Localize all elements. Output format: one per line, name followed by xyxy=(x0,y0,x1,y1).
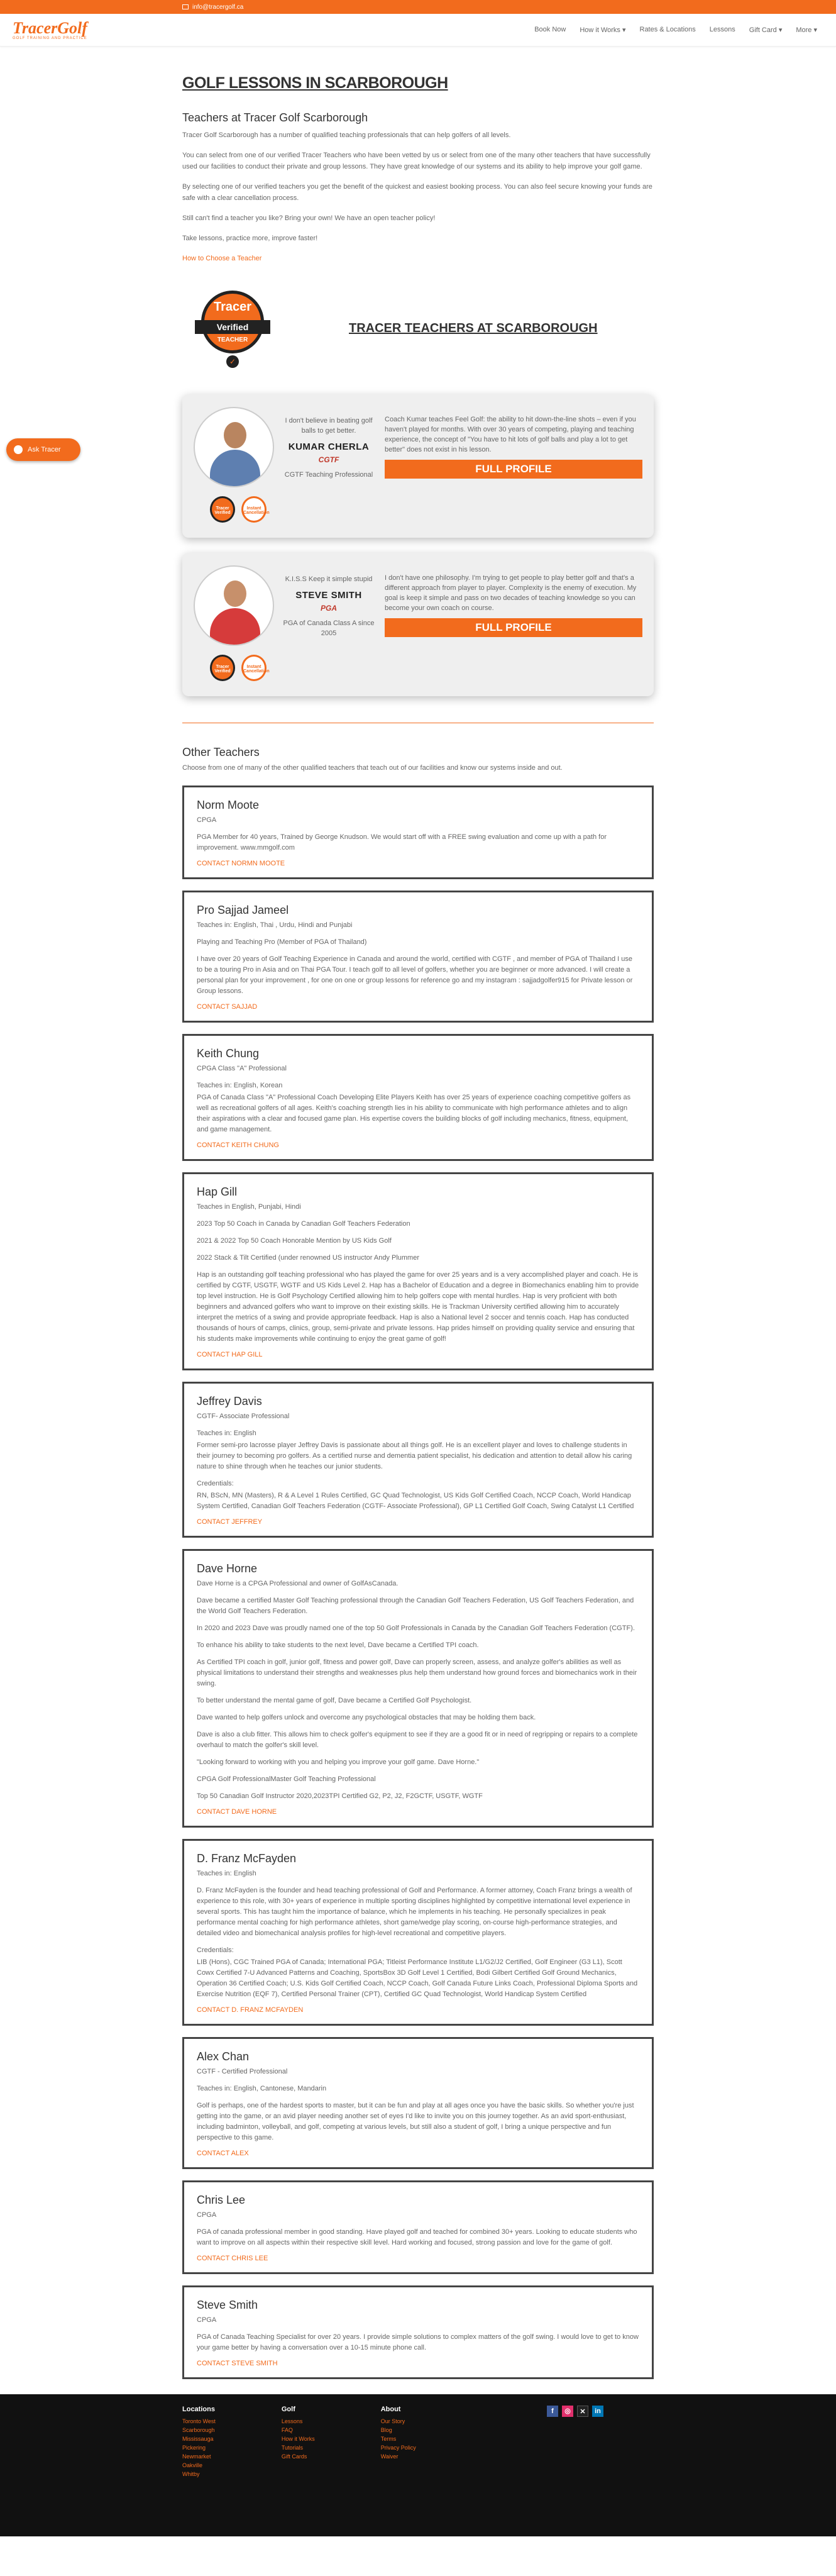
teacher-detail: Former semi-pro lacrosse player Jeffrey Davis is passionate about all things golf. He is an excellent player and loves to challenge students in their journey to becoming pro golfers. As a certified nurse and dementia patient specialist, his dedication and attention to detail allow his caring nature to shine through when he teaches our junior students. xyxy=(197,1441,632,1470)
teacher-detail: Credentials: xyxy=(197,1946,234,1954)
contact-teacher-link[interactable]: CONTACT STEVE SMITH xyxy=(197,2360,278,2367)
teacher-name: Norm Moote xyxy=(197,799,260,811)
teacher-detail: Dave Horne is a CPGA Professional and owner of GolfAsCanada. xyxy=(197,1580,399,1587)
teacher-card xyxy=(182,2180,654,2274)
coach-bio: Coach Kumar teaches Feel Golf: the ability to hit down-the-line shots – even if you haven't played for months. With over 30 years of competing, playing and teaching experience, the concept of "You have to hit lots of golf balls and play a lot to get better" does not exist in his lesson. xyxy=(385,416,636,453)
teacher-list xyxy=(182,786,654,2379)
teacher-detail: Dave is also a club fitter. This allows him to check golfer's equipment to see if they are a good fit or in need of regripping or repairs to a complete overhaul to match the golfer's skill level. xyxy=(197,1731,638,1749)
social-links xyxy=(547,2406,603,2417)
teacher-card xyxy=(182,1172,654,1370)
footer-link[interactable]: Blog xyxy=(380,2427,392,2433)
contact-teacher-link[interactable]: CONTACT KEITH CHUNG xyxy=(197,1141,279,1149)
nav-rates-locations[interactable]: Rates & Locations xyxy=(639,26,696,33)
contact-teacher-link[interactable]: CONTACT DAVE HORNE xyxy=(197,1808,277,1816)
badge-top-text: Tracer xyxy=(213,300,252,314)
intro-paragraph: You can select from one of our verified Tracer Teachers who have been vetted by us or select from one of the many other teachers that have successfully used our facilities to conduct their private and group lessons. They have great knowledge of our systems and its ability to help improve your golf game. xyxy=(182,152,651,170)
verified-heading: TRACER TEACHERS AT SCARBOROUGH xyxy=(349,321,598,335)
footer-col-title: Locations xyxy=(182,2406,215,2413)
teacher-detail: "Looking forward to working with you and helping you improve your golf game. Dave Horne." xyxy=(197,1758,480,1766)
teacher-detail: CPGA xyxy=(197,2316,217,2324)
nav-how-it-works[interactable]: How it Works ▾ xyxy=(580,26,626,34)
footer-col-title: Golf xyxy=(281,2406,295,2413)
ask-tracer-button[interactable] xyxy=(6,438,80,461)
teacher-detail: 2023 Top 50 Coach in Canada by Canadian Golf Teachers Federation xyxy=(197,1220,410,1228)
teacher-detail: CGTF- Associate Professional xyxy=(197,1413,290,1420)
teacher-detail: 2022 Stack & Tilt Certified (under renowned US instructor Andy Plummer xyxy=(197,1254,419,1262)
coach-quote: I don't believe in beating golf balls to get better. xyxy=(285,417,373,435)
teacher-card xyxy=(182,2037,654,2169)
coach-quote: K.I.S.S Keep it simple stupid xyxy=(285,575,373,583)
footer-link[interactable]: Privacy Policy xyxy=(380,2445,416,2451)
footer-link[interactable]: Lessons xyxy=(281,2418,303,2424)
teacher-card xyxy=(182,891,654,1023)
instagram-icon[interactable]: ◎ xyxy=(562,2406,573,2417)
teacher-detail: PGA of canada professional member in good standing. Have played golf and teached for combined 30+ years. Looking to educate students who want to improve on all aspects within their respective skill level. Hard working and focused, strong passion and love for the game of golf. xyxy=(197,2228,637,2246)
coach-photo xyxy=(194,565,274,646)
contact-teacher-link[interactable]: CONTACT HAP GILL xyxy=(197,1351,263,1358)
nav-book-now[interactable]: Book Now xyxy=(534,26,566,33)
teacher-detail: To enhance his ability to take students to the next level, Dave became a Certified TPI coach. xyxy=(197,1641,479,1649)
other-teachers-heading: Other Teachers xyxy=(182,746,260,758)
teacher-card xyxy=(182,1034,654,1161)
teacher-name: D. Franz McFayden xyxy=(197,1852,297,1865)
footer-link[interactable]: FAQ xyxy=(281,2427,293,2433)
teacher-card xyxy=(182,1382,654,1538)
nav-more[interactable]: More ▾ xyxy=(796,26,817,34)
site-header xyxy=(0,14,836,47)
footer-link[interactable]: Scarborough xyxy=(182,2427,215,2433)
teacher-detail: CGTF - Certified Professional xyxy=(197,2068,288,2075)
coach-name: KUMAR CHERLA xyxy=(288,441,370,452)
page-title: GOLF LESSONS IN SCARBOROUGH xyxy=(182,74,448,92)
footer-link[interactable]: Tutorials xyxy=(281,2445,304,2451)
coach-credential: PGA of Canada Class A since 2005 xyxy=(283,619,375,637)
tracer-verified-badge xyxy=(195,287,270,369)
footer-link[interactable]: Newmarket xyxy=(182,2453,211,2460)
tracer-verified-mini-icon: Tracer Verified xyxy=(210,655,235,681)
teacher-detail: I have over 20 years of Golf Teaching Experience in Canada and around the world, certified with CGTF , and member of PGA of Thailand I use to be a touring Pro in Asia and on Thai PGA Tour. I teach golf to all level of golfers, whether you are beginner or more advanced. I will create a personal plan for your improvement , for one on one or group lessons for reference go and my instagram : sajjadgolfer915 for Private lesson or Group lessons. xyxy=(197,955,633,995)
pga-logo: PGA xyxy=(320,604,337,613)
main-nav xyxy=(534,26,817,34)
teacher-detail: Teaches in: English, Cantonese, Mandarin xyxy=(197,2085,327,2092)
coach-card xyxy=(182,394,654,538)
footer-golf xyxy=(282,2406,315,2536)
teacher-detail: D. Franz McFayden is the founder and head teaching professional of Golf and Performance. A former attorney, Coach Franz brings a wealth of experience to this role, with 30+ years of experience in multiple sporting disciplines highlighted by competitive international level experience in several sports. This has taught him the importance of balance, which he implements in his teaching. He personally specializes in peak performance mental coaching for high performance athletes, short game/wedge play scoring, on-course high-performance strategies, and detailed video and biomechanical analysis profiles for high-level recreational and competitive players. xyxy=(197,1887,632,1937)
teacher-detail: LIB (Hons), CGC Trained PGA of Canada; International PGA; Titleist Performance Institute L1/G2/J2 Certified, Golf Engineer (G3 L1), Scott Cowx Certified 7-U Advanced Patterns and Coaching, SportsBox 3D Golf Level 1 Certified, Bodi Gilbert Certified Golf Ground Mechanics, Operation 36 Certified Coach; U.S. Kids Golf Certified Coach, NCCP Coach, Golf Canada Future Links Coach, Professional Diploma Sports and Exercise Nutrition (EQF 7), Certified Personal Trainer (CPT), Certified GC Quad Technologist, World Handicap System Certified xyxy=(197,1958,638,1998)
linkedin-icon[interactable]: in xyxy=(592,2406,603,2417)
mail-icon xyxy=(182,4,189,9)
footer-link[interactable]: Oakville xyxy=(182,2462,203,2468)
teacher-detail: CPGA xyxy=(197,816,217,824)
teacher-card xyxy=(182,1839,654,2026)
footer-link[interactable]: Our Story xyxy=(380,2418,405,2424)
verified-section xyxy=(195,287,654,369)
footer-col-title: About xyxy=(380,2406,401,2413)
intro-paragraph: By selecting one of our verified teachers you get the benefit of the quickest and easiest booking process. You can also feel secure knowing your funds are safe with a clear cancellation process. xyxy=(182,183,652,202)
nav-gift-card[interactable]: Gift Card ▾ xyxy=(749,26,783,34)
teacher-name: Dave Horne xyxy=(197,1562,258,1575)
footer-link[interactable]: Gift Cards xyxy=(281,2453,307,2460)
facebook-icon[interactable]: f xyxy=(547,2406,558,2417)
teacher-detail: PGA of Canada Teaching Specialist for over 20 years. I provide simple solutions to complex matters of the golf swing. I would love to get to know your game better by having a conversation over a 10-15 minute phone call. xyxy=(197,2333,639,2351)
teacher-detail: CPGA xyxy=(197,2211,217,2219)
main-content xyxy=(182,74,654,2379)
teacher-detail: CPGA Class "A" Professional xyxy=(197,1065,287,1072)
contact-teacher-link[interactable]: CONTACT SAJJAD xyxy=(197,1003,258,1011)
coach-photo xyxy=(194,407,274,487)
badge-bottom-text: TEACHER xyxy=(217,336,248,343)
teacher-detail: Credentials: xyxy=(197,1480,234,1487)
teacher-detail: Top 50 Canadian Golf Instructor 2020,2023TPI Certified G2, P2, J2, F2GCTF, USGTF, WGTF xyxy=(197,1792,483,1800)
teacher-detail: Teaches in: English xyxy=(197,1870,256,1877)
contact-teacher-link[interactable]: CONTACT D. FRANZ MCFAYDEN xyxy=(197,2006,304,2014)
footer-link[interactable]: Toronto West xyxy=(182,2418,216,2424)
instant-cancellation-icon: Instant Cancellation xyxy=(241,496,267,523)
teacher-detail: CPGA Golf ProfessionalMaster Golf Teaching Professional xyxy=(197,1775,376,1783)
teacher-name: Keith Chung xyxy=(197,1047,260,1060)
teacher-detail: Hap is an outstanding golf teaching professional who has played the game for over 25 years and is a very accomplished player and coach. He is certified by CGTF, USGTF, WGTF and US Kids Level 2. Hap has a Bachelor of Education and a degree in Biomechanics enabling him to provide top level instruction. He is Golf Psychology Certified allowing him to help golfers cope with mental hurdles. Hap is very proficient with both beginners and advanced golfers who want to improve on their existing skills. He is Trackman University certified allowing him to accurately interpret the metrics of a swing and provide appropriate feedback. Hap is also a National level 2 soccer and tennis coach. Hap has conducted thousands of hours of camps, clinics, group, semi-private and private lessons. Hap prides himself on providing quality service and ensuring that his students make improvements while continuing to enjoy the great game of golf! xyxy=(197,1271,639,1343)
intro-paragraph: Take lessons, practice more, improve faster! xyxy=(182,235,318,242)
coach-credential: CGTF Teaching Professional xyxy=(284,471,373,479)
tracer-verified-mini-icon: Tracer Verified xyxy=(210,496,235,523)
contact-teacher-link[interactable]: CONTACT CHRIS LEE xyxy=(197,2255,268,2262)
logo-tagline: GOLF TRAINING AND PRACTICE xyxy=(13,36,87,40)
teacher-name: Hap Gill xyxy=(197,1185,238,1198)
badge-mid-text: Verified xyxy=(195,320,270,334)
teacher-name: Steve Smith xyxy=(197,2299,258,2311)
teacher-detail: Golf is perhaps, one of the hardest sports to master, but it can be fun and play at all ages once you have the basic skills. So whether you're just getting into the game, or an avid player needing another set of eyes I'd like to invite you on this journey together. As an avid sport-enthusiast, including badminton, volleyball, and golf, competing at various levels, but still also a student of golf, I bring a unique perspective and fun perspective to this game. xyxy=(197,2102,634,2141)
footer-link[interactable]: How it Works xyxy=(281,2436,315,2442)
top-bar xyxy=(0,0,836,14)
footer-link[interactable]: Mississauga xyxy=(182,2436,214,2442)
teacher-detail: Playing and Teaching Pro (Member of PGA of Thailand) xyxy=(197,938,367,946)
footer-link[interactable]: Whitby xyxy=(182,2471,200,2477)
teacher-detail: In 2020 and 2023 Dave was proudly named one of the top 50 Golf Professionals in Canada by the Canadian Golf Teachers Federation (CGTF). xyxy=(197,1624,635,1632)
section-subtitle: Teachers at Tracer Golf Scarborough xyxy=(182,111,368,124)
footer-link[interactable]: Pickering xyxy=(182,2445,206,2451)
teacher-card xyxy=(182,2285,654,2379)
teacher-detail: Teaches in: English, Thai , Urdu, Hindi and Punjabi xyxy=(197,921,353,929)
teacher-detail: 2021 & 2022 Top 50 Coach Honorable Mention by US Kids Golf xyxy=(197,1237,392,1245)
contact-teacher-link[interactable]: CONTACT NORMN MOOTE xyxy=(197,860,285,867)
teacher-detail: PGA of Canada Class "A" Professional Coach Developing Elite Players Keith has over 25 years of experience coaching competitive golfers as well as recreational golfers of all ages. Keith's coaching strength lies in his ability to communicate with high performance athletes and to align their aspirations with a clear and focused game plan. His expertise covers the building blocks of golf including mechanics, fitness, equipment, and game management. xyxy=(197,1094,631,1133)
teacher-detail: As Certified TPI coach in golf, junior golf, fitness and power golf, Dave can properly screen, assess, and analyze golfer's abilities as well as physical limitations to understand their strengths and weaknesses plus help them understand how ground forces and biomechanics work in their swing. xyxy=(197,1658,637,1687)
teacher-detail: Teaches in: English, Korean xyxy=(197,1082,283,1089)
cgtf-logo: CGTF xyxy=(318,455,339,464)
teacher-detail: PGA Member for 40 years, Trained by George Knudson. We would start off with a FREE swing evaluation and come up with a path for improvement. www.mmgolf.com xyxy=(197,833,607,852)
teacher-detail: RN, BScN, MN (Masters), R & A Level 1 Rules Certified, GC Quad Technologist, US Kids Golf Certified Coach, NCCP Coach, World Handicap System Certified, Canadian Golf Teachers Federation (CGTF- Associate Professional), GP L1 Certified Golf Coach, Swing Catalyst L1 Certified xyxy=(197,1492,634,1510)
coach-card xyxy=(182,553,654,696)
full-profile-button[interactable]: FULL PROFILE xyxy=(385,460,642,479)
logo-text: TracerGolf xyxy=(13,18,87,37)
x-twitter-icon[interactable]: ✕ xyxy=(577,2406,588,2417)
intro-paragraph: Still can't find a teacher you like? Bring your own! We have an open teacher policy! xyxy=(182,214,436,222)
teacher-detail: Dave wanted to help golfers unlock and overcome any psychological obstacles that may be holding them back. xyxy=(197,1714,536,1721)
footer-about xyxy=(381,2406,416,2536)
top-email[interactable]: info@tracergolf.ca xyxy=(192,3,244,11)
full-profile-button[interactable]: FULL PROFILE xyxy=(385,618,642,637)
teacher-name: Jeffrey Davis xyxy=(197,1395,262,1407)
coach-photo-head xyxy=(224,422,246,448)
coach-bio: I don't have one philosophy. I'm trying to get people to play better golf and that's a different approach from player to player. Complexity is the enemy of execution. My goal is keep it simple and pass on two decades of teaching knowledge so you can become your own coach on course. xyxy=(385,574,637,612)
how-to-choose-link[interactable]: How to Choose a Teacher xyxy=(182,255,262,262)
teacher-detail: Teaches in: English xyxy=(197,1430,256,1437)
teacher-detail: To better understand the mental game of golf, Dave became a Certified Golf Psychologist. xyxy=(197,1697,472,1704)
chat-icon xyxy=(14,445,23,454)
intro-paragraph: Tracer Golf Scarborough has a number of qualified teaching professionals that can help golfers of all levels. xyxy=(182,131,511,139)
teacher-detail: Dave became a certified Master Golf Teaching professional through the Canadian Golf Teachers Federation, US Golf Teachers Federation, and the World Golf Teachers Federation. xyxy=(197,1597,634,1615)
other-teachers-intro: Choose from one of many of the other qualified teachers that teach out of our facilities and know our systems inside and out. xyxy=(182,764,563,772)
nav-lessons[interactable]: Lessons xyxy=(709,26,735,33)
teacher-detail: Teaches in English, Punjabi, Hindi xyxy=(197,1203,301,1211)
footer-link[interactable]: Waiver xyxy=(380,2453,399,2460)
contact-teacher-link[interactable]: CONTACT ALEX xyxy=(197,2150,249,2157)
teacher-card xyxy=(182,1549,654,1828)
footer-link[interactable]: Terms xyxy=(380,2436,397,2442)
coach-photo-body xyxy=(210,450,260,487)
teacher-name: Pro Sajjad Jameel xyxy=(197,904,289,916)
site-footer xyxy=(0,2394,836,2536)
logo[interactable] xyxy=(13,20,87,40)
teacher-name: Alex Chan xyxy=(197,2050,250,2063)
coach-name: STEVE SMITH xyxy=(295,590,362,601)
coach-photo-body xyxy=(210,608,260,646)
ask-tracer-label: Ask Tracer xyxy=(28,446,61,453)
teacher-name: Chris Lee xyxy=(197,2194,246,2206)
contact-teacher-link[interactable]: CONTACT JEFFREY xyxy=(197,1518,263,1526)
footer-locations xyxy=(182,2406,216,2536)
instant-cancellation-icon: Instant Cancellation xyxy=(241,655,267,681)
teacher-card xyxy=(182,786,654,879)
checkmark-icon: ✓ xyxy=(226,355,239,368)
coach-photo-head xyxy=(224,580,246,607)
